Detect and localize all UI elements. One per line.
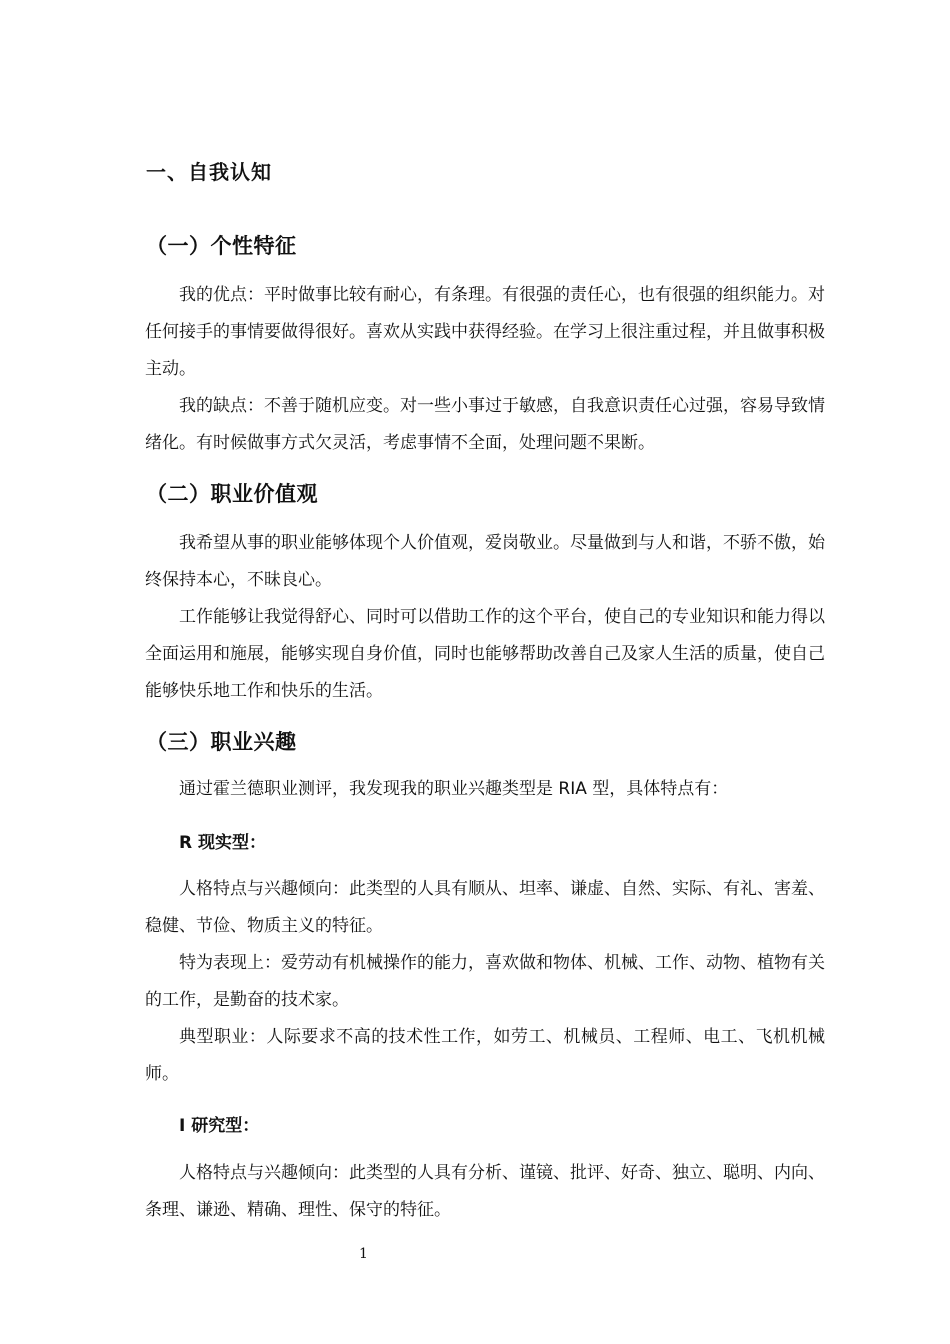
paragraph-realistic-jobs: 典型职业：人际要求不高的技术性工作，如劳工、机械员、工程师、电工、飞机机械师。 [145,1027,825,1084]
section-title-values: （二）职业价值观 [146,482,318,506]
subheading-investigative: I 研究型： [179,1116,260,1136]
subheading-realistic: R 现实型： [179,833,267,853]
paragraph-weaknesses: 我的缺点：不善于随机应变。对一些小事过于敏感，自我意识责任心过强，容易导致情绪化。有时候做事方式欠灵活，考虑事情不全面，处理问题不果断。 [145,396,825,453]
chapter-heading: 一、自我认知 [146,160,272,184]
section-title-interests: （三）职业兴趣 [146,730,297,754]
paragraph-values-1: 我希望从事的职业能够体现个人价值观，爱岗敬业。尽量做到与人和谐，不骄不傲，始终保持本心，不昧良心。 [145,533,825,590]
paragraph-interests-intro: 通过霍兰德职业测评，我发现我的职业兴趣类型是 RIA 型，具体特点有： [179,779,729,799]
paragraph-investigative-traits: 人格特点与兴趣倾向：此类型的人具有分析、谨镜、批评、好奇、独立、聪明、内向、条理、谦逊、精确、理性、保守的特征。 [145,1163,825,1220]
paragraph-values-2: 工作能够让我觉得舒心、同时可以借助工作的这个平台，使自己的专业知识和能力得以全面运用和施展，能够实现自身价值，同时也能够帮助改善自己及家人生活的质量，使自己能够快乐地工作和快乐的生活。 [145,607,825,701]
paragraph-strengths: 我的优点：平时做事比较有耐心，有条理。有很强的责任心，也有很强的组织能力。对任何接手的事情要做得很好。喜欢从实践中获得经验。在学习上很注重过程，并且做事积极主动。 [145,285,825,379]
paragraph-realistic-traits: 人格特点与兴趣倾向：此类型的人具有顺从、坦率、谦虚、自然、实际、有礼、害羞、稳健、节俭、物质主义的特征。 [145,879,825,936]
paragraph-realistic-behavior: 特为表现上：爱劳动有机械操作的能力，喜欢做和物体、机械、工作、动物、植物有关的工作，是勤奋的技术家。 [145,953,825,1010]
page-number: 1 [359,1246,368,1262]
section-title-personality: （一）个性特征 [146,234,297,258]
